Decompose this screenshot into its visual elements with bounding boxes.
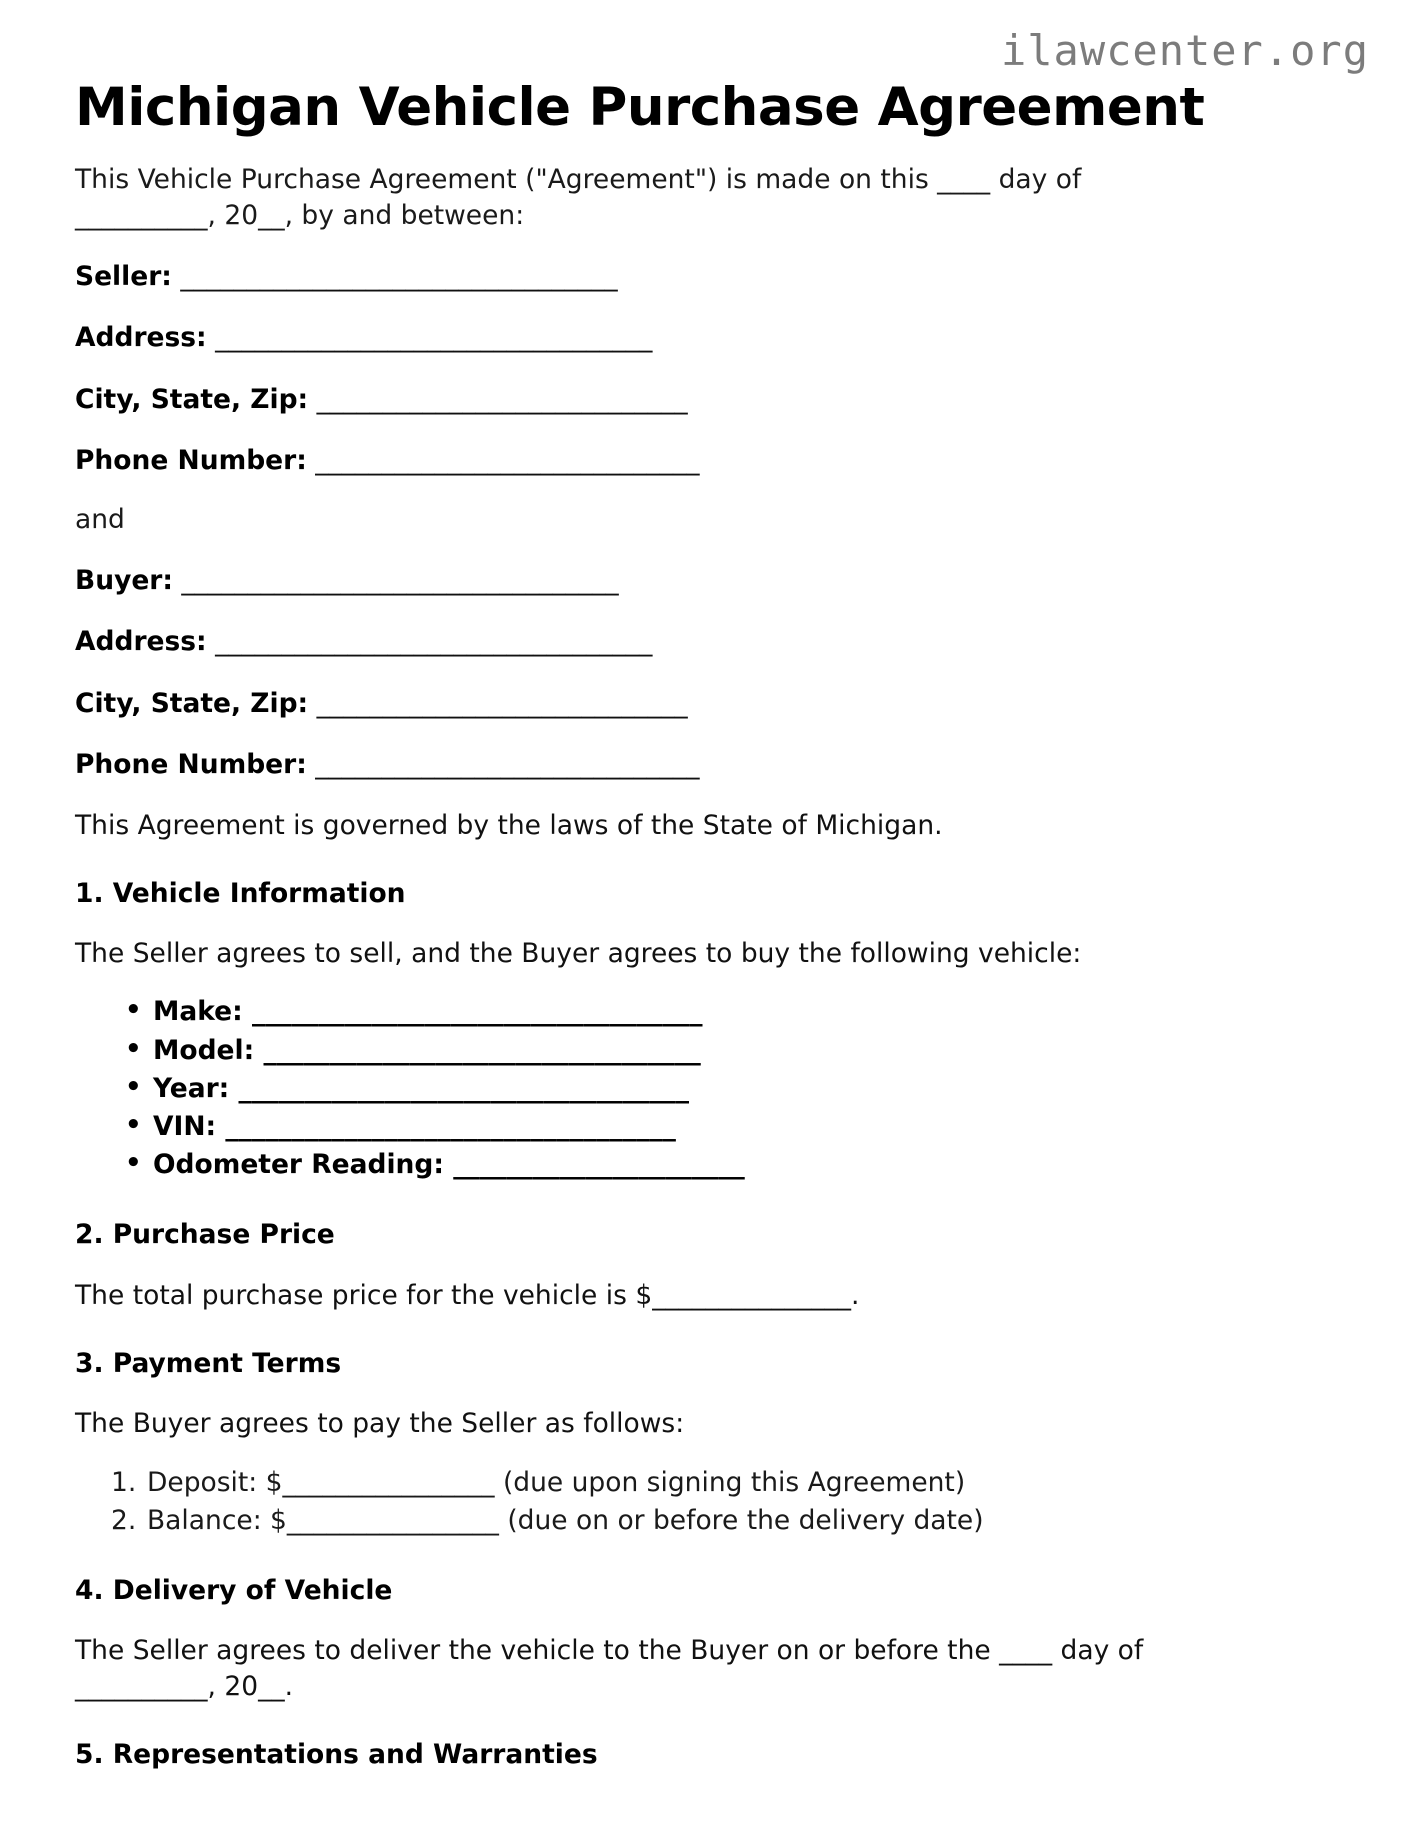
deposit-note: (due upon signing this Agreement) — [502, 1466, 966, 1498]
seller-address-label: Address: — [75, 322, 207, 354]
seller-address-field — [75, 321, 1336, 355]
buyer-phone-blank[interactable]: _____________________________ — [315, 749, 700, 781]
payment-terms-intro: The Buyer agrees to pay the Seller as follows: — [75, 1408, 685, 1440]
payment-schedule-list — [75, 1464, 1336, 1540]
deposit-label: Deposit: $ — [147, 1466, 283, 1498]
seller-city-state-zip-field — [75, 383, 1336, 417]
agreement-intro-paragraph: This Vehicle Purchase Agreement ("Agreement") is made on this ____ day of __________, 20__, by and between: — [75, 164, 1082, 231]
buyer-phone-field — [75, 748, 1336, 782]
list-item — [147, 1464, 1336, 1502]
buyer-address-field — [75, 625, 1336, 659]
buyer-name-blank[interactable]: _________________________________ — [181, 564, 619, 596]
vehicle-details-list — [75, 993, 1336, 1184]
seller-name-blank[interactable]: _________________________________ — [180, 260, 618, 292]
buyer-name-field — [75, 564, 1336, 598]
seller-phone-label: Phone Number: — [75, 445, 307, 477]
seller-address-blank[interactable]: _________________________________ — [215, 322, 653, 354]
section-heading-delivery-of-vehicle: 4. Delivery of Vehicle — [75, 1574, 393, 1606]
buyer-phone-label: Phone Number: — [75, 749, 307, 781]
vehicle-make-label: Make: — [153, 996, 243, 1028]
and-connector: and — [75, 503, 125, 535]
section-heading-payment-terms: 3. Payment Terms — [75, 1347, 342, 1379]
vehicle-make-blank[interactable]: __________________________________ — [251, 996, 703, 1028]
list-item — [147, 1502, 1336, 1540]
governing-law-paragraph: This Agreement is governed by the laws of the State of Michigan. — [75, 809, 943, 841]
list-item — [153, 1108, 1336, 1146]
seller-city-state-zip-label: City, State, Zip: — [75, 383, 309, 415]
vehicle-odometer-blank[interactable]: ______________________ — [453, 1149, 745, 1181]
list-item — [153, 1032, 1336, 1070]
site-watermark: ilawcenter.org — [1000, 26, 1369, 75]
seller-name-field — [75, 260, 1336, 294]
buyer-address-blank[interactable]: _________________________________ — [215, 626, 653, 658]
vehicle-year-label: Year: — [153, 1072, 230, 1104]
buyer-name-label: Buyer: — [75, 564, 173, 596]
seller-city-state-zip-blank[interactable]: ____________________________ — [316, 383, 688, 415]
balance-label: Balance: $ — [147, 1504, 287, 1536]
vehicle-odometer-label: Odometer Reading: — [153, 1149, 444, 1181]
buyer-address-label: Address: — [75, 626, 207, 658]
delivery-paragraph: The Seller agrees to deliver the vehicle to the Buyer on or before the ____ day of __________, 20__. — [75, 1635, 1144, 1702]
seller-name-label: Seller: — [75, 260, 172, 292]
purchase-price-blank[interactable]: _______________ — [652, 1279, 851, 1311]
seller-phone-blank[interactable]: _____________________________ — [315, 445, 700, 477]
section-heading-representations-and-warranties: 5. Representations and Warranties — [75, 1738, 598, 1770]
buyer-city-state-zip-label: City, State, Zip: — [75, 687, 309, 719]
buyer-city-state-zip-field — [75, 687, 1336, 721]
vehicle-vin-blank[interactable]: __________________________________ — [225, 1110, 676, 1142]
vehicle-year-blank[interactable]: __________________________________ — [238, 1072, 690, 1104]
seller-phone-field — [75, 444, 1336, 478]
buyer-city-state-zip-blank[interactable]: ____________________________ — [316, 687, 688, 719]
purchase-price-paragraph — [75, 1278, 1336, 1313]
purchase-price-text-after: . — [850, 1279, 860, 1311]
list-item — [153, 1070, 1336, 1108]
vehicle-model-label: Model: — [153, 1034, 255, 1066]
deposit-blank[interactable]: ________________ — [282, 1466, 495, 1498]
vehicle-vin-label: VIN: — [153, 1110, 217, 1142]
section-heading-vehicle-information: 1. Vehicle Information — [75, 877, 406, 909]
section-heading-purchase-price: 2. Purchase Price — [75, 1219, 335, 1251]
vehicle-information-intro: The Seller agrees to sell, and the Buyer agrees to buy the following vehicle: — [75, 938, 1082, 970]
purchase-price-text-before: The total purchase price for the vehicle is $ — [75, 1279, 653, 1311]
balance-blank[interactable]: ________________ — [286, 1504, 499, 1536]
page-title: Michigan Vehicle Purchase Agreement — [75, 77, 1205, 138]
list-item — [153, 993, 1336, 1031]
balance-note: (due on or before the delivery date) — [507, 1504, 984, 1536]
list-item — [153, 1146, 1336, 1184]
vehicle-model-blank[interactable]: _________________________________ — [263, 1034, 701, 1066]
